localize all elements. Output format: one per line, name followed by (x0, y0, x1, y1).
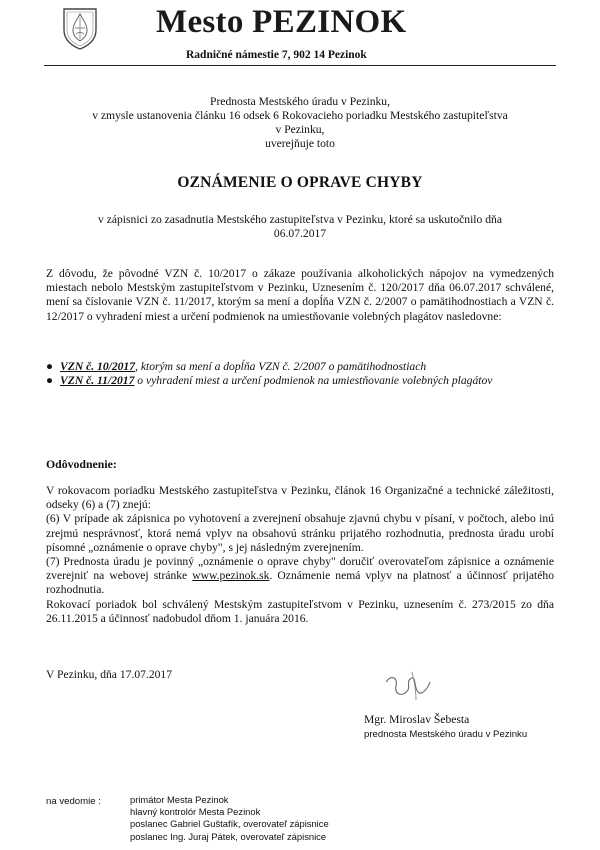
intro-line: v zmysle ustanovenia článku 16 odsek 6 Rokovacieho poriadku Mestského zastupiteľstva (92, 109, 508, 122)
bullet-text: o vyhradení miest a určení podmienok na umiestňovanie volebných plagátov (134, 374, 493, 388)
reason-paragraph (46, 267, 554, 324)
document-heading: OZNÁMENIE O OPRAVE CHYBY (177, 174, 423, 191)
page-title: Mesto PEZINOK (156, 4, 407, 40)
bullet-text: , ktorým sa mení a dopĺňa VZN č. 2/2007 o pamätihodnostiach (135, 360, 427, 373)
recipients-list (130, 794, 329, 843)
signatory-name: Mgr. Miroslav Šebesta (364, 713, 470, 726)
list-item: poslanec Gabriel Guštafík, overovateľ zápisnice (130, 818, 329, 830)
subheading-block (44, 213, 556, 241)
dateline: V Pezinku, dňa 17.07.2017 (46, 668, 173, 681)
intro-line: v Pezinku, (275, 123, 325, 136)
bullet-title: VZN č. 10/2017 (60, 360, 136, 373)
list-item: hlavný kontrolór Mesta Pezinok (130, 806, 261, 818)
bullet-list (46, 360, 554, 388)
subheading-line: 06.07.2017 (273, 227, 327, 240)
handwritten-signature (382, 668, 442, 704)
intro-line: Prednosta Mestského úradu v Pezinku, (210, 95, 390, 108)
intro-block (44, 95, 556, 151)
list-item: poslanec Ing. Juraj Pátek, overovateľ zápisnice (130, 830, 327, 842)
reasoning-paragraph (46, 484, 554, 626)
list-item (46, 374, 554, 388)
intro-line: uverejňuje toto (265, 137, 335, 150)
list-item (46, 360, 554, 374)
website-link[interactable]: www.pezinok.sk (192, 569, 270, 583)
section-title: Odôvodnenie: (46, 457, 117, 471)
subheading-line: v zápisnici zo zasadnutia Mestského zastupiteľstva v Pezinku, ktoré sa uskutočnilo dňa (98, 213, 502, 226)
bullet-title: VZN č. 11/2017 (60, 374, 135, 388)
paragraph-text-part: . Oznámenie nemá vplyv na platnosť a účinnosť prijatého rozhodnutia. (46, 569, 554, 597)
list-item: primátor Mesta Pezinok (130, 794, 229, 805)
paragraph-text-part: (7) Prednosta úradu je povinný „oznámenie o oprave chyby" doručiť overovateľom zápisnice a oznámenie zverejniť na webovej stránke (46, 555, 554, 583)
paragraph-text: (6) V prípade ak zápisnica po vyhotovení a zverejnení obsahuje zjavnú chybu v písaní, v počtoch, alebo inú zrejmú nesprávnosť, ktorá nemá vplyv na obsahovú stránku prijatého rozhodnutia, prednosta úradu urobí písomné „oznámenie o oprave chyby", s jej následným zverejnením. (46, 512, 554, 554)
paragraph-text: Z dôvodu, že pôvodné VZN č. 10/2017 o zákaze používania alkoholických nápojov na vymedzených miestach nebolo Mestským zastupiteľstvom v Pezinku, Uznesením č. 120/2017 dňa 06.07.2017 schválené, mení sa číslovanie VZN č. 11/2017, ktorým sa mení a dopĺňa VZN č. 2/2007 o pamätihodnostiach a VZN č. 12/2017 o vyhradení miest a určení podmienok na umiestňovanie volebných plagátov nasledovne: (46, 267, 554, 323)
paragraph-text (46, 555, 554, 598)
bullet-icon: ● (46, 360, 54, 373)
paragraph-text: Rokovací poriadok bol schválený Mestským zastupiteľstvom v Pezinku, uznesením č. 273/2015 zo dňa 26.11.2015 a účinnosť nadobudol dňom 1. januára 2016. (46, 597, 554, 625)
recipients-label: na vedomie : (46, 796, 101, 807)
bullet-icon: ● (46, 374, 54, 388)
city-crest-logo (60, 6, 100, 50)
signatory-role: prednosta Mestského úradu v Pezinku (364, 729, 528, 740)
header-divider (44, 65, 556, 66)
city-address: Radničné námestie 7, 902 14 Pezinok (186, 49, 367, 61)
paragraph-text: V rokovacom poriadku Mestského zastupiteľstva v Pezinku, článok 16 Organizačné a technické záležitosti, odseky (6) a (7) znejú: (46, 484, 554, 512)
